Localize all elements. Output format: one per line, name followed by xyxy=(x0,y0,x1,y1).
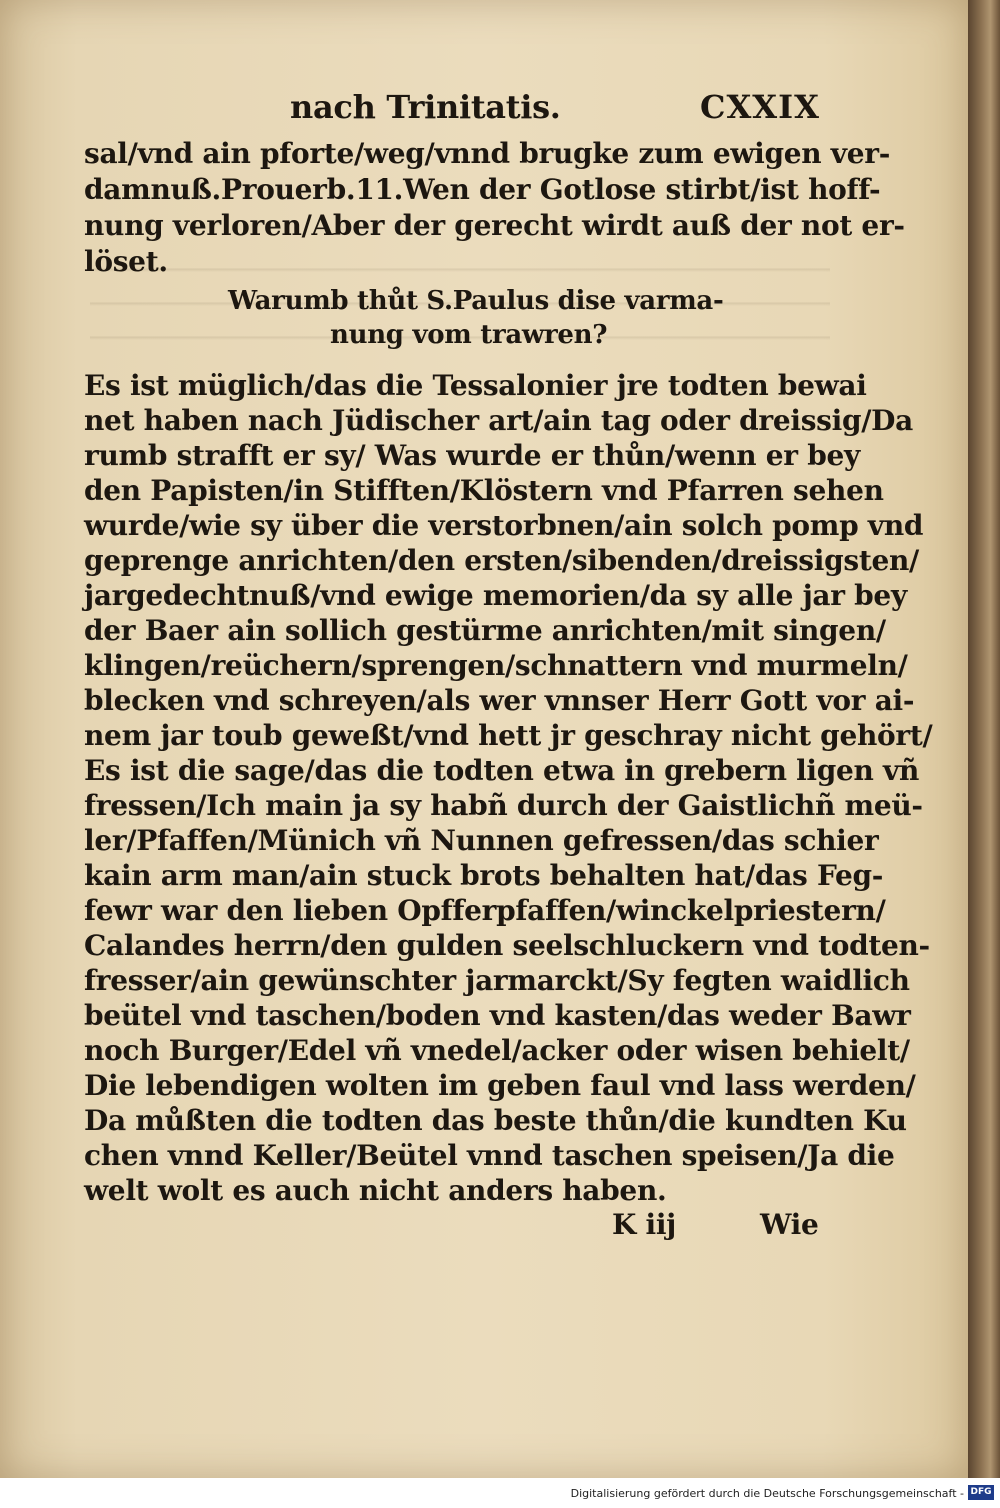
text-line: kain arm man/ain stuck brots behalten hat/das Feg- xyxy=(84,859,884,892)
text-line: sal/vnd ain pforte/weg/vnnd brugke zum ewigen ver- xyxy=(84,137,891,170)
text-line: nung verloren/Aber der gerecht wirdt auß der not er- xyxy=(84,209,905,242)
text-line: den Papisten/in Stifften/Klöstern vnd Pfarren sehen xyxy=(84,474,884,507)
folio-number: CXXIX xyxy=(700,88,820,126)
section-heading-line: Warumb thůt S.Paulus dise varma- xyxy=(228,286,724,316)
text-line: löset. xyxy=(84,245,168,278)
section-heading-line: nung vom trawren? xyxy=(330,320,608,350)
running-head: nach Trinitatis. xyxy=(290,88,561,126)
text-line: jargedechtnuß/vnd ewige memorien/da sy alle jar bey xyxy=(84,579,907,612)
funding-credit: Digitalisierung gefördert durch die Deutsche Forschungsgemeinschaft - xyxy=(570,1487,964,1500)
text-line: Da můßten die todten das beste thůn/die kundten Ku xyxy=(84,1104,907,1137)
text-line: fresser/ain gewünschter jarmarckt/Sy fegten waidlich xyxy=(84,964,910,997)
text-line: klingen/reüchern/sprengen/schnattern vnd murmeln/ xyxy=(84,649,908,682)
text-line: chen vnnd Keller/Beütel vnnd taschen speisen/Ja die xyxy=(84,1139,895,1172)
text-line: nem jar toub geweßt/vnd hett jr geschray nicht gehört/ xyxy=(84,719,933,752)
text-line: rumb strafft er sy/ Was wurde er thůn/wenn er bey xyxy=(84,439,860,472)
text-line: ler/Pfaffen/Münich vñ Nunnen gefressen/das schier xyxy=(84,824,879,857)
text-line: wurde/wie sy über die verstorbnen/ain solch pomp vnd xyxy=(84,509,924,542)
text-line: Calandes herrn/den gulden seelschluckern vnd todten- xyxy=(84,929,930,962)
text-line: beütel vnd taschen/boden vnd kasten/das weder Bawr xyxy=(84,999,911,1032)
text-line: damnuß.Prouerb.11.Wen der Gotlose stirbt/ist hoff- xyxy=(84,173,881,206)
text-line: welt wolt es auch nicht anders haben. xyxy=(84,1174,667,1207)
text-line: fewr war den lieben Opfferpfaffen/winckelpriestern/ xyxy=(84,894,886,927)
signature-mark: K iij xyxy=(612,1208,676,1241)
text-line: Es ist die sage/das die todten etwa in grebern ligen vñ xyxy=(84,754,920,787)
catchword: Wie xyxy=(760,1208,819,1241)
text-line: der Baer ain sollich gestürme anrichten/mit singen/ xyxy=(84,614,886,647)
page-edge xyxy=(968,0,1000,1478)
dfg-logo: DFG xyxy=(968,1485,994,1500)
text-line: fressen/Ich main ja sy habñ durch der Gaistlichñ meü- xyxy=(84,789,923,822)
text-line: Es ist müglich/das die Tessalonier jre todten bewai xyxy=(84,369,867,402)
text-line: Die lebendigen wolten im geben faul vnd lass werden/ xyxy=(84,1069,916,1102)
text-line: blecken vnd schreyen/als wer vnnser Herr Gott vor ai- xyxy=(84,684,915,717)
text-line: noch Burger/Edel vñ vnedel/acker oder wisen behielt/ xyxy=(84,1034,910,1067)
text-line: geprenge anrichten/den ersten/sibenden/dreissigsten/ xyxy=(84,544,919,577)
text-line: net haben nach Jüdischer art/ain tag oder dreissig/Da xyxy=(84,404,913,437)
